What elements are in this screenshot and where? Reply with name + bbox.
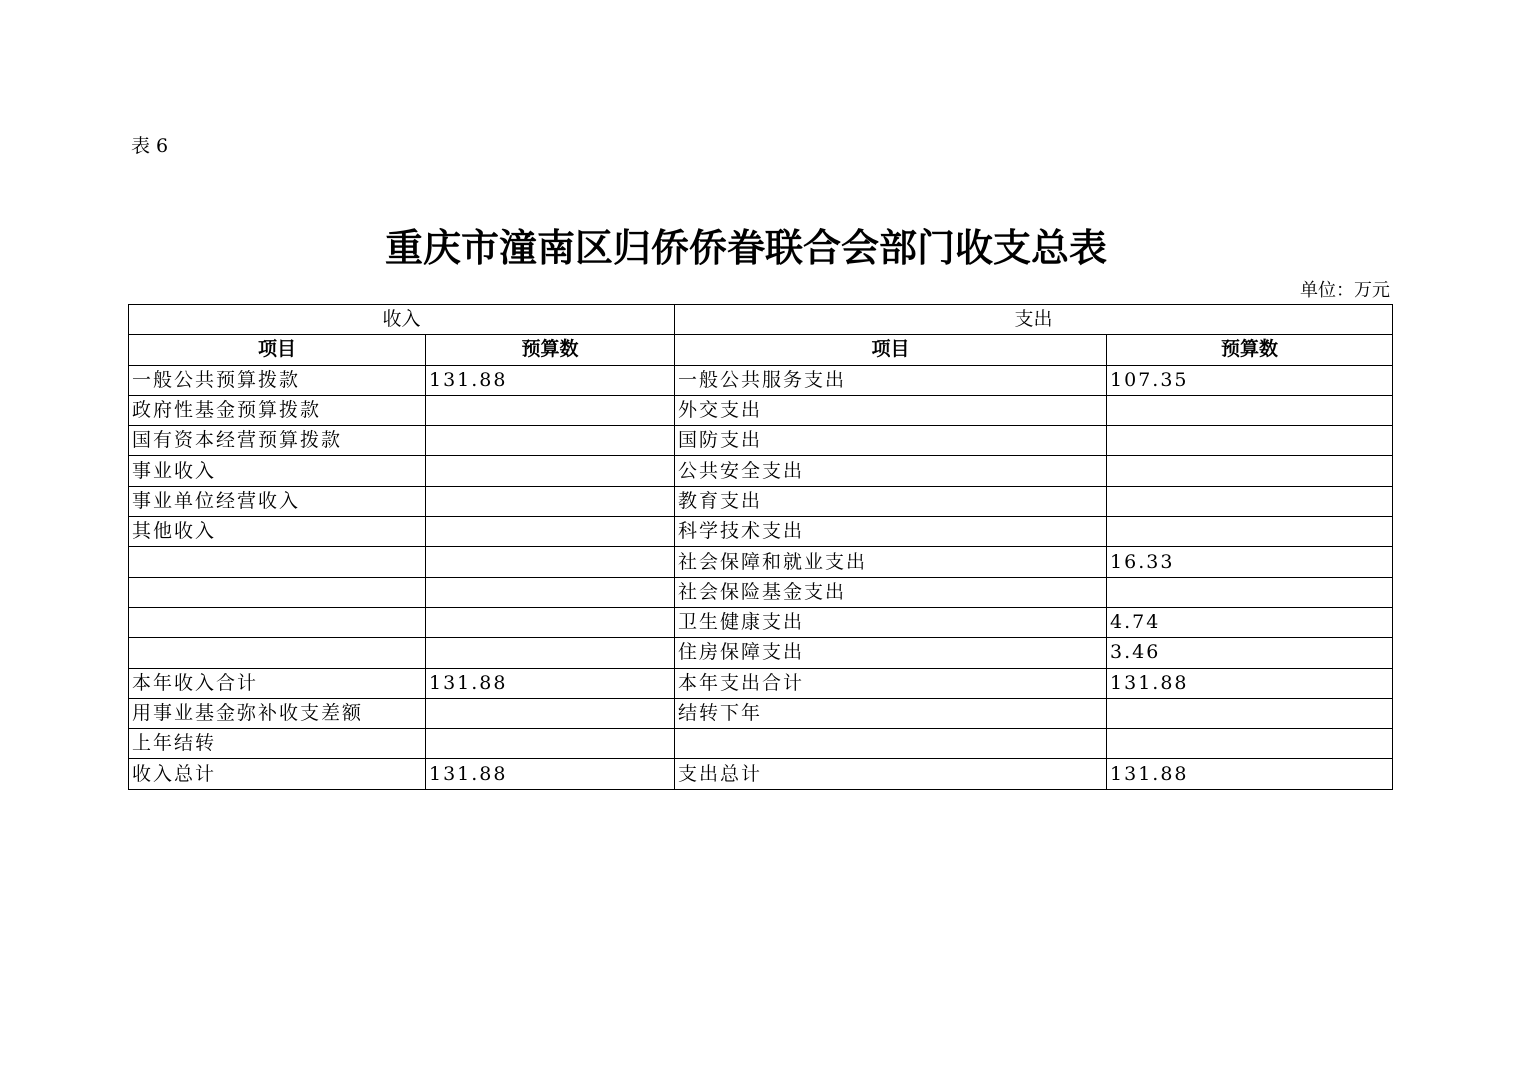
expense-budget-cell: 3.46 [1107, 638, 1393, 668]
unit-label: 单位：万元 [1300, 280, 1390, 301]
expense-budget-cell: 4.74 [1107, 607, 1393, 637]
table-row [129, 426, 1393, 456]
expense-item-cell [675, 729, 1107, 759]
income-item-cell: 一般公共预算拨款 [129, 365, 426, 395]
income-budget-cell: 131.88 [426, 668, 675, 698]
expense-budget-cell [1107, 456, 1393, 486]
table-row [129, 638, 1393, 668]
table-row [129, 517, 1393, 547]
income-group-header: 收入 [129, 305, 675, 335]
income-budget-header: 预算数 [426, 335, 675, 365]
expense-budget-cell [1107, 698, 1393, 728]
expense-item-cell: 社会保险基金支出 [675, 577, 1107, 607]
income-budget-cell [426, 547, 675, 577]
table-row [129, 395, 1393, 425]
expense-item-cell: 一般公共服务支出 [675, 365, 1107, 395]
income-budget-cell [426, 638, 675, 668]
table-row [129, 365, 1393, 395]
expense-budget-header: 预算数 [1107, 335, 1393, 365]
income-item-cell: 事业单位经营收入 [129, 486, 426, 516]
expense-item-cell: 卫生健康支出 [675, 607, 1107, 637]
income-item-cell: 国有资本经营预算拨款 [129, 426, 426, 456]
income-budget-cell: 131.88 [426, 365, 675, 395]
table-row [129, 456, 1393, 486]
income-item-header: 项目 [129, 335, 426, 365]
expense-item-cell: 教育支出 [675, 486, 1107, 516]
table-row [129, 759, 1393, 789]
table-number: 表 6 [131, 135, 169, 157]
table-row [129, 668, 1393, 698]
expense-item-cell: 支出总计 [675, 759, 1107, 789]
expense-budget-cell [1107, 729, 1393, 759]
table-body [129, 365, 1393, 789]
income-budget-cell [426, 729, 675, 759]
group-header-row [129, 305, 1393, 335]
expense-budget-cell [1107, 426, 1393, 456]
expense-item-cell: 结转下年 [675, 698, 1107, 728]
income-budget-cell [426, 607, 675, 637]
expense-budget-cell [1107, 577, 1393, 607]
income-budget-cell [426, 456, 675, 486]
expense-item-cell: 公共安全支出 [675, 456, 1107, 486]
income-budget-cell [426, 517, 675, 547]
income-item-cell [129, 577, 426, 607]
expense-budget-cell: 107.35 [1107, 365, 1393, 395]
income-budget-cell [426, 395, 675, 425]
expense-budget-cell: 16.33 [1107, 547, 1393, 577]
income-item-cell [129, 638, 426, 668]
expense-budget-cell: 131.88 [1107, 759, 1393, 789]
expense-item-cell: 社会保障和就业支出 [675, 547, 1107, 577]
table-row [129, 607, 1393, 637]
income-item-cell: 用事业基金弥补收支差额 [129, 698, 426, 728]
income-budget-cell [426, 698, 675, 728]
income-budget-cell [426, 426, 675, 456]
table-row [129, 577, 1393, 607]
income-item-cell: 事业收入 [129, 456, 426, 486]
income-expense-table [128, 304, 1393, 790]
expense-budget-cell [1107, 517, 1393, 547]
expense-item-cell: 住房保障支出 [675, 638, 1107, 668]
income-item-cell: 本年收入合计 [129, 668, 426, 698]
income-budget-cell [426, 577, 675, 607]
expense-item-cell: 国防支出 [675, 426, 1107, 456]
table-row [129, 698, 1393, 728]
expense-group-header: 支出 [675, 305, 1393, 335]
income-item-cell: 上年结转 [129, 729, 426, 759]
income-item-cell: 政府性基金预算拨款 [129, 395, 426, 425]
income-item-cell: 其他收入 [129, 517, 426, 547]
income-budget-cell: 131.88 [426, 759, 675, 789]
table-row [129, 729, 1393, 759]
expense-item-cell: 本年支出合计 [675, 668, 1107, 698]
expense-budget-cell [1107, 486, 1393, 516]
expense-item-cell: 外交支出 [675, 395, 1107, 425]
table-row [129, 547, 1393, 577]
page-title: 重庆市潼南区归侨侨眷联合会部门收支总表 [384, 226, 1107, 270]
expense-item-cell: 科学技术支出 [675, 517, 1107, 547]
expense-budget-cell [1107, 395, 1393, 425]
table-row [129, 486, 1393, 516]
income-item-cell [129, 547, 426, 577]
expense-budget-cell: 131.88 [1107, 668, 1393, 698]
column-header-row [129, 335, 1393, 365]
income-item-cell [129, 607, 426, 637]
income-item-cell: 收入总计 [129, 759, 426, 789]
income-budget-cell [426, 486, 675, 516]
expense-item-header: 项目 [675, 335, 1107, 365]
